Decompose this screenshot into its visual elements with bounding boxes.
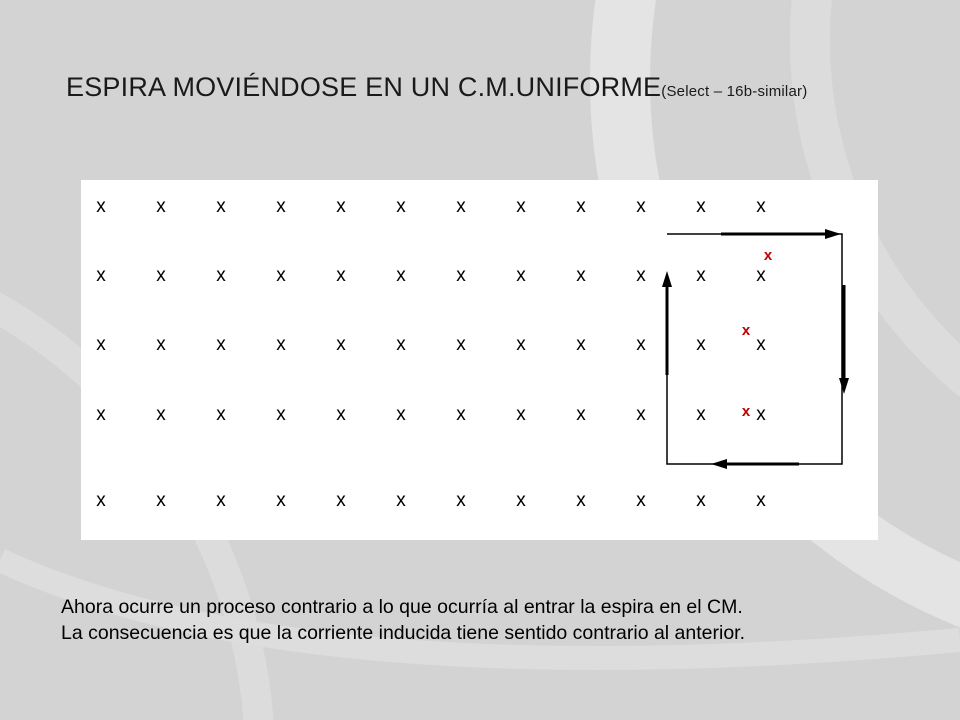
field-mark: x (336, 196, 346, 217)
field-mark: x (636, 196, 646, 217)
field-mark: x (756, 404, 766, 425)
field-mark: x (276, 265, 286, 286)
field-mark: x (636, 404, 646, 425)
field-mark: x (96, 404, 106, 425)
inside-loop-mark: x (763, 247, 773, 264)
field-mark: x (96, 490, 106, 511)
field-mark: x (396, 196, 406, 217)
field-mark: x (216, 196, 226, 217)
loop-left-arrowhead (662, 271, 672, 287)
loop-outline (667, 234, 842, 464)
field-mark: x (336, 265, 346, 286)
field-mark: x (276, 196, 286, 217)
field-mark: x (516, 265, 526, 286)
loop-bottom-arrowhead (711, 459, 727, 469)
field-mark: x (216, 334, 226, 355)
field-mark: x (156, 265, 166, 286)
field-mark: x (96, 265, 106, 286)
field-mark: x (756, 196, 766, 217)
field-mark: x (516, 334, 526, 355)
field-mark: x (516, 490, 526, 511)
field-mark: x (216, 265, 226, 286)
field-mark: x (156, 404, 166, 425)
field-mark: x (216, 490, 226, 511)
field-mark: x (156, 196, 166, 217)
field-mark: x (696, 490, 706, 511)
field-mark: x (96, 334, 106, 355)
field-mark: x (516, 404, 526, 425)
field-mark: x (636, 490, 646, 511)
loop-right-arrowhead (839, 378, 849, 394)
field-mark: x (216, 404, 226, 425)
caption-line-2: La consecuencia es que la corriente inducida tiene sentido contrario al anterior. (61, 622, 746, 644)
inside-loop-mark: x (741, 403, 751, 420)
field-mark: x (396, 490, 406, 511)
field-mark: x (696, 265, 706, 286)
field-mark: x (396, 334, 406, 355)
loop-top-arrowhead (825, 229, 841, 239)
field-mark: x (276, 404, 286, 425)
field-mark: x (456, 196, 466, 217)
field-mark: x (96, 196, 106, 217)
diagram-panel (81, 180, 878, 540)
slide-title (66, 72, 807, 103)
field-mark: x (456, 334, 466, 355)
field-mark: x (396, 404, 406, 425)
field-mark: x (576, 196, 586, 217)
field-mark: x (576, 334, 586, 355)
field-mark: x (516, 196, 526, 217)
field-mark: x (636, 265, 646, 286)
field-mark: x (576, 490, 586, 511)
field-mark: x (336, 404, 346, 425)
title-text: ESPIRA MOVIÉNDOSE EN UN C.M.UNIFORME (66, 72, 662, 102)
field-mark: x (276, 490, 286, 511)
field-mark: x (696, 196, 706, 217)
field-mark: x (756, 490, 766, 511)
field-mark: x (456, 404, 466, 425)
field-mark: x (756, 334, 766, 355)
caption (61, 594, 941, 646)
field-mark: x (396, 265, 406, 286)
field-mark: x (336, 490, 346, 511)
field-mark: x (756, 265, 766, 286)
title-note: (Select – 16b-similar) (661, 83, 808, 100)
field-mark: x (276, 334, 286, 355)
magnetic-field-diagram (81, 180, 878, 540)
field-mark: x (636, 334, 646, 355)
field-mark: x (576, 265, 586, 286)
inside-loop-mark: x (741, 322, 751, 339)
field-mark: x (576, 404, 586, 425)
caption-line-1: Ahora ocurre un proceso contrario a lo que ocurría al entrar la espira en el CM. (61, 596, 743, 618)
field-mark: x (156, 490, 166, 511)
field-mark: x (696, 334, 706, 355)
field-mark: x (456, 265, 466, 286)
field-mark: x (336, 334, 346, 355)
field-mark: x (696, 404, 706, 425)
field-mark: x (156, 334, 166, 355)
field-mark: x (456, 490, 466, 511)
